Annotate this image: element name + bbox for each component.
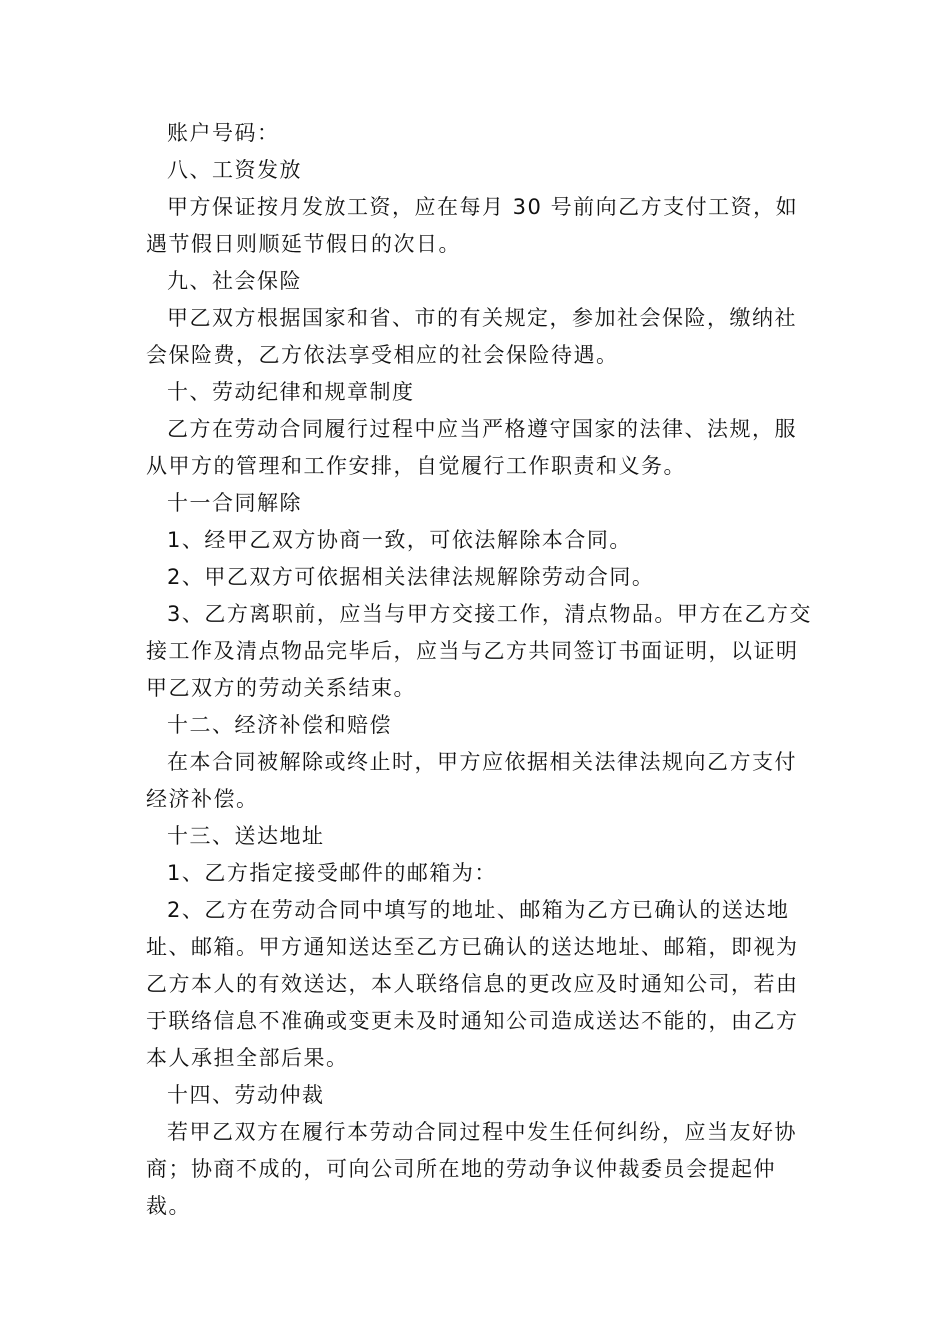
paragraph-arbitration: 若甲乙双方在履行本劳动合同过程中发生任何纠纷，应当友好协商；协商不成的，可向公司所在地的劳动争议仲裁委员会提起仲裁。 <box>146 1120 797 1218</box>
section-heading-10-labor-discipline: 十、劳动纪律和规章制度 <box>167 380 415 404</box>
service-address-item-1: 1、乙方指定接受邮件的邮箱为： <box>167 861 497 885</box>
service-address-item-2: 2、乙方在劳动合同中填写的地址、邮箱为乙方已确认的送达地址、邮箱。甲方通知送达至乙方已确认的送达地址、邮箱，即视为乙方本人的有效送达，本人联络信息的更改应及时通知公司，若由于联络信息不准确或变更未及时通知公司造成送达不能的，由乙方本人承担全部后果。 <box>146 898 799 1070</box>
termination-item-3: 3、乙方离职前，应当与甲方交接工作，清点物品。甲方在乙方交接工作及清点物品完毕后，应当与乙方共同签订书面证明，以证明甲乙双方的劳动关系结束。 <box>146 602 812 700</box>
termination-item-1: 1、经甲乙双方协商一致，可依法解除本合同。 <box>167 528 632 552</box>
paragraph-compensation: 在本合同被解除或终止时，甲方应依据相关法律法规向乙方支付经济补偿。 <box>146 750 797 811</box>
section-heading-11-termination: 十一合同解除 <box>167 491 302 515</box>
document-body <box>146 115 814 1225</box>
paragraph-labor-discipline: 乙方在劳动合同履行过程中应当严格遵守国家的法律、法规，服从甲方的管理和工作安排，自觉履行工作职责和义务。 <box>146 417 797 478</box>
section-heading-9-social-insurance: 九、社会保险 <box>167 269 302 293</box>
paragraph-social-insurance: 甲乙双方根据国家和省、市的有关规定，参加社会保险，缴纳社会保险费，乙方依法享受相应的社会保险待遇。 <box>146 306 797 367</box>
account-number-label: 账户号码： <box>167 121 280 145</box>
paragraph-wage-payment: 甲方保证按月发放工资，应在每月 30 号前向乙方支付工资，如遇节假日则顺延节假日的次日。 <box>146 195 799 256</box>
section-heading-12-compensation: 十二、经济补偿和赔偿 <box>167 713 392 737</box>
section-heading-8-wage-payment: 八、工资发放 <box>167 158 302 182</box>
section-heading-14-arbitration: 十四、劳动仲裁 <box>167 1083 325 1107</box>
termination-item-2: 2、甲乙双方可依据相关法律法规解除劳动合同。 <box>167 565 655 589</box>
section-heading-13-service-address: 十三、送达地址 <box>167 824 325 848</box>
